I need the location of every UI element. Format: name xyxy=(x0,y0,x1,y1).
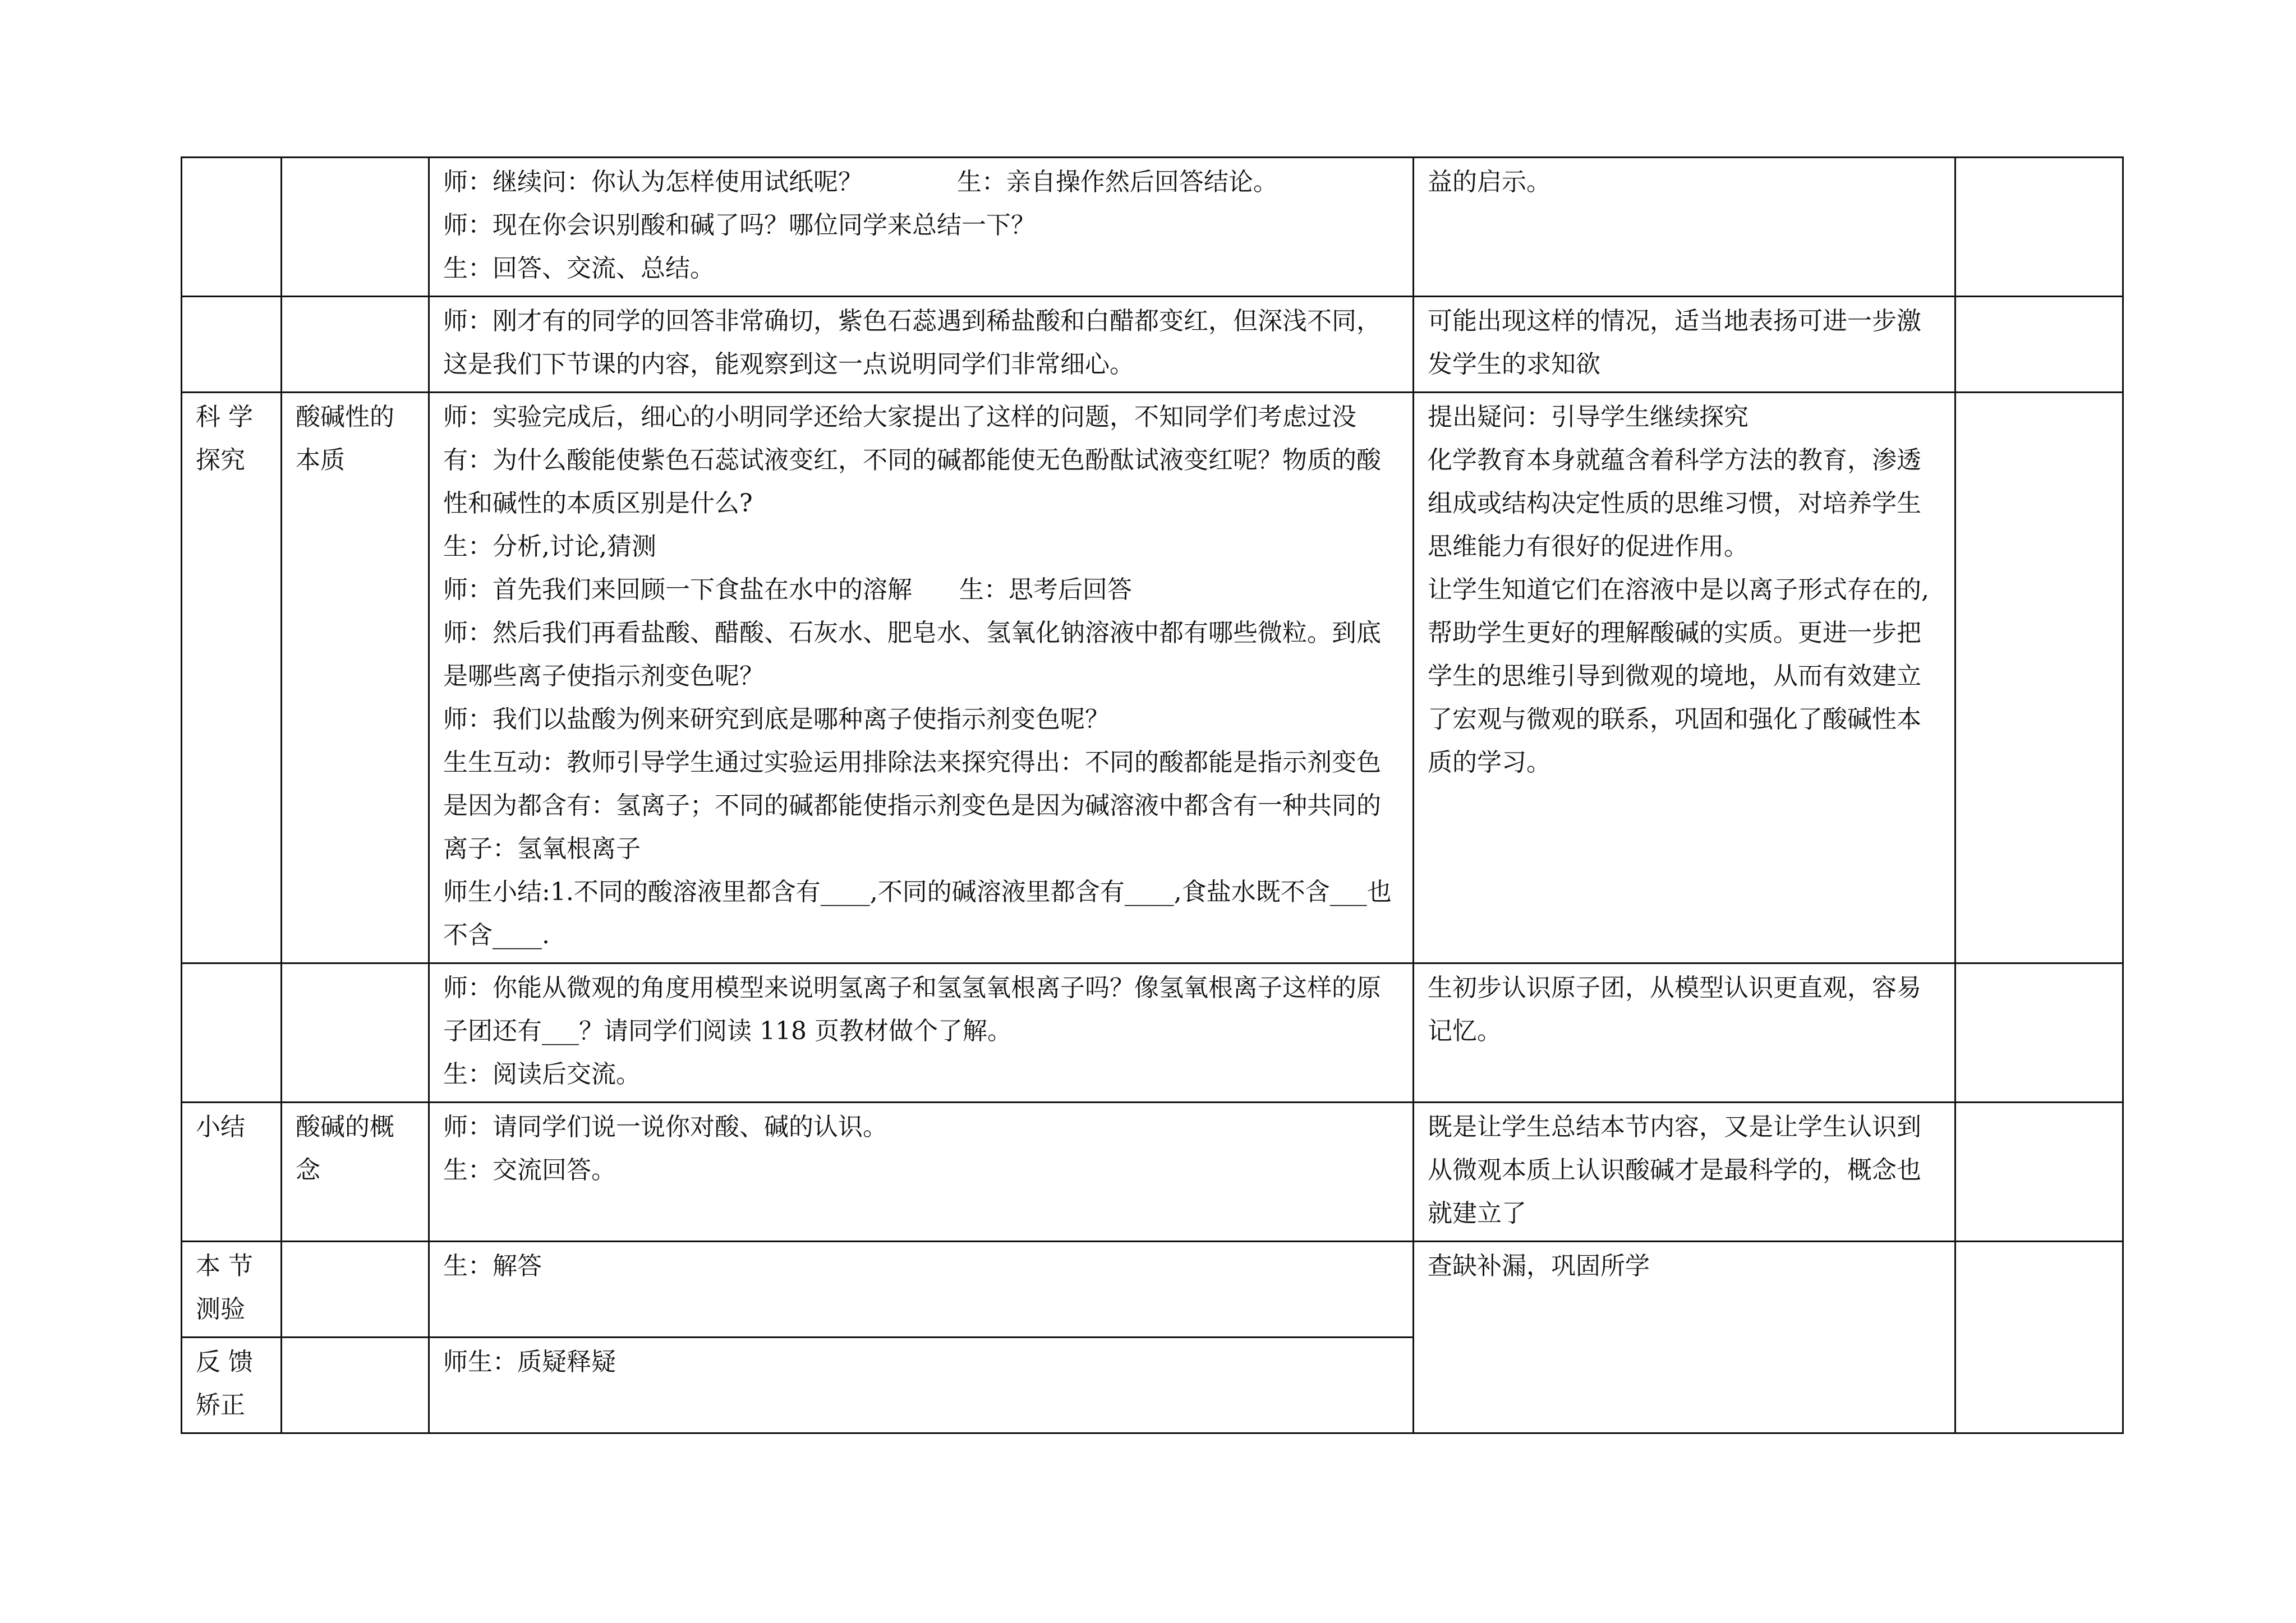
stage-label: 小结 xyxy=(196,1113,245,1141)
stage-label: 反 馈矫正 xyxy=(196,1348,253,1419)
topic-cell xyxy=(282,1338,429,1433)
activity-line: 生：分析,讨论,猜测 xyxy=(443,532,656,561)
stage-cell xyxy=(182,1242,282,1338)
topic-cell xyxy=(282,393,429,963)
activity-line: 生生互动：教师引导学生通过实验运用排除法来探究得出：不同的酸都能是指示剂变色是因为都含有：氢离子；不同的碱都能使指示剂变色是因为碱溶液中都含有一种共同的离子：氢氧根离子 xyxy=(443,748,1381,863)
activity-line: 生：阅读后交流。 xyxy=(443,1060,641,1089)
intent-cell xyxy=(1414,1103,1955,1242)
activity-cell xyxy=(429,1338,1414,1433)
topic-cell xyxy=(282,297,429,393)
table-row xyxy=(182,1103,2123,1242)
intent-line: 化学教育本身就蕴含着科学方法的教育，渗透组成或结构决定性质的思维习惯，对培养学生思维能力有很好的促进作用。 xyxy=(1428,446,1921,561)
notes-cell xyxy=(1955,1103,2123,1242)
intent-line: 提出疑问：引导学生继续探究 xyxy=(1428,403,1749,431)
intent-cell xyxy=(1414,393,1955,963)
activity-line: 师：刚才有的同学的回答非常确切，紫色石蕊遇到稀盐酸和白醋都变红，但深浅不同，这是我们下节课的内容，能观察到这一点说明同学们非常细心。 xyxy=(443,307,1381,379)
activity-line: 师：实验完成后，细心的小明同学还给大家提出了这样的问题，不知同学们考虑过没有：为什么酸能使紫色石蕊试液变红，不同的碱都能使无色酚酞试液变红呢？物质的酸性和碱性的本质区别是什么? xyxy=(443,403,1381,518)
activity-cell xyxy=(429,393,1414,963)
activity-line: 师：然后我们再看盐酸、醋酸、石灰水、肥皂水、氢氧化钠溶液中都有哪些微粒。到底是哪些离子使指示剂变色呢？ xyxy=(443,619,1381,690)
topic-cell xyxy=(282,1103,429,1242)
intent-cell xyxy=(1414,297,1955,393)
table-row xyxy=(182,393,2123,963)
stage-cell xyxy=(182,1103,282,1242)
activity-line: 师：现在你会识别酸和碱了吗？哪位同学来总结一下？ xyxy=(443,211,1036,239)
notes-cell xyxy=(1955,1242,2123,1433)
activity-cell xyxy=(429,963,1414,1103)
activity-cell xyxy=(429,297,1414,393)
notes-cell xyxy=(1955,158,2123,297)
notes-cell xyxy=(1955,963,2123,1103)
activity-cell xyxy=(429,1242,1414,1338)
intent-line: 益的启示。 xyxy=(1428,168,1551,196)
activity-cell xyxy=(429,158,1414,297)
topic-label: 酸碱的概念 xyxy=(296,1113,394,1184)
lesson-plan-table xyxy=(181,156,2124,1434)
intent-cell xyxy=(1414,158,1955,297)
intent-cell xyxy=(1414,963,1955,1103)
stage-label: 本 节测验 xyxy=(196,1252,253,1324)
intent-line: 让学生知道它们在溶液中是以离子形式存在的,帮助学生更好的理解酸碱的实质。更进一步把学生的思维引导到微观的境地，从而有效建立了宏观与微观的联系，巩固和强化了酸碱性本质的学习。 xyxy=(1428,575,1929,777)
topic-cell xyxy=(282,158,429,297)
activity-line: 师：你能从微观的角度用模型来说明氢离子和氢氢氧根离子吗？像氢氧根离子这样的原子团还有___？请同学们阅读 118 页教材做个了解。 xyxy=(443,974,1381,1045)
activity-line: 师：请同学们说一说你对酸、碱的认识。 xyxy=(443,1113,887,1141)
intent-line: 生初步认识原子团，从模型认识更直观，容易记忆。 xyxy=(1428,974,1921,1045)
stage-cell xyxy=(182,963,282,1103)
intent-line: 既是让学生总结本节内容，又是让学生认识到从微观本质上认识酸碱才是最科学的，概念也就建立了 xyxy=(1428,1113,1921,1228)
stage-cell xyxy=(182,1338,282,1433)
stage-cell xyxy=(182,393,282,963)
activity-line: 生：解答 xyxy=(443,1252,542,1280)
table-row xyxy=(182,297,2123,393)
notes-cell xyxy=(1955,393,2123,963)
activity-line: 师：继续问：你认为怎样使用试纸呢？ 生：亲自操作然后回答结论。 xyxy=(443,168,1278,196)
topic-cell xyxy=(282,963,429,1103)
activity-line: 师：首先我们来回顾一下食盐在水中的溶解 生：思考后回答 xyxy=(443,575,1132,604)
stage-cell xyxy=(182,158,282,297)
table-row xyxy=(182,963,2123,1103)
activity-cell xyxy=(429,1103,1414,1242)
table-row xyxy=(182,158,2123,297)
activity-line: 生：交流回答。 xyxy=(443,1156,616,1184)
intent-line: 可能出现这样的情况，适当地表扬可进一步激发学生的求知欲 xyxy=(1428,307,1921,379)
table-row xyxy=(182,1242,2123,1338)
activity-line: 师生：质疑释疑 xyxy=(443,1348,616,1376)
stage-cell xyxy=(182,297,282,393)
stage-label: 科 学探究 xyxy=(196,403,253,474)
topic-cell xyxy=(282,1242,429,1338)
notes-cell xyxy=(1955,297,2123,393)
activity-line: 生：回答、交流、总结。 xyxy=(443,254,715,283)
topic-label: 酸碱性的本质 xyxy=(296,403,394,474)
activity-line: 师生小结:1.不同的酸溶液里都含有____,不同的碱溶液里都含有____,食盐水既不含___也不含____. xyxy=(443,878,1392,949)
intent-cell xyxy=(1414,1242,1955,1433)
intent-line: 查缺补漏，巩固所学 xyxy=(1428,1252,1650,1280)
activity-line: 师：我们以盐酸为例来研究到底是哪种离子使指示剂变色呢？ xyxy=(443,705,1110,734)
